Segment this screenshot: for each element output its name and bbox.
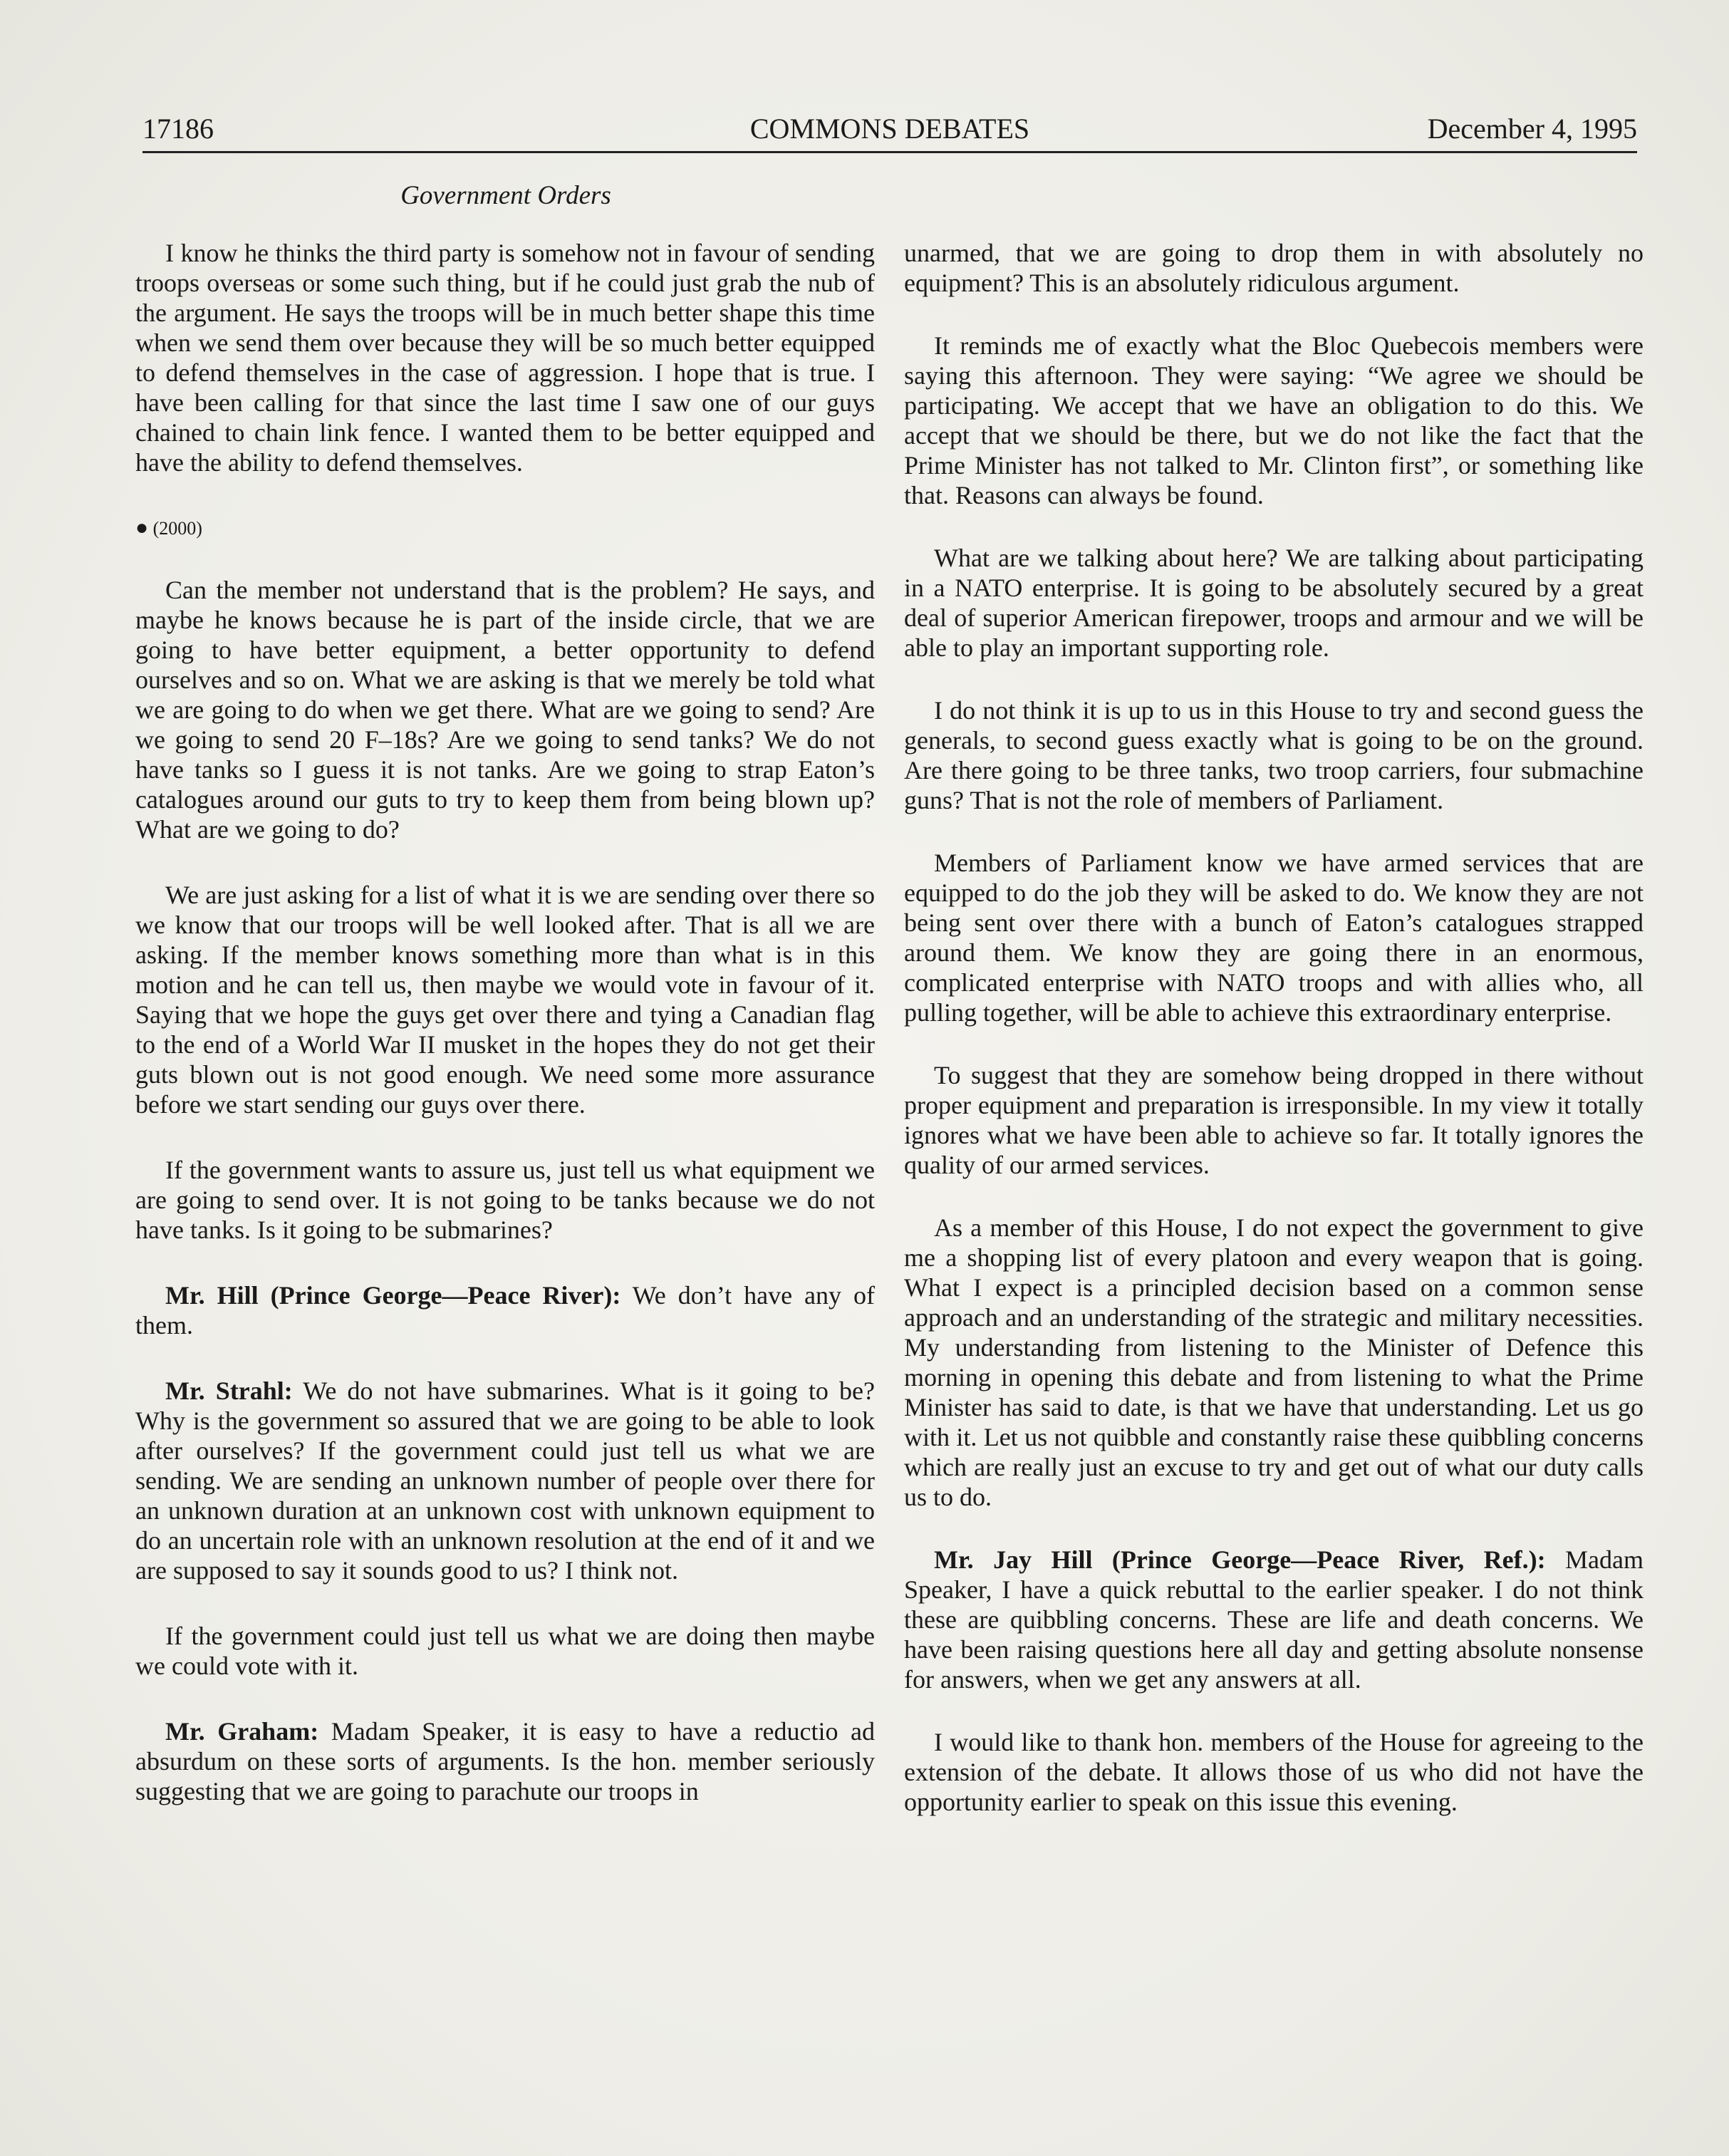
right-column [904, 238, 1644, 1850]
paragraph: What are we talking about here? We are talking about participating in a NATO enterprise. It is going to be absolutely secured by a great deal of superior American firepower, troops and armour and we will be able to play an important supporting role. [904, 544, 1644, 662]
paragraph: If the government could just tell us what we are doing then maybe we could vote with it. [135, 1622, 875, 1680]
speaker-paragraph [135, 1280, 875, 1340]
paragraph: We are just asking for a list of what it is we are sending over there so we know that our troops will be well looked after. That is all we are asking. If the member knows something more than what is in this motion and he can tell us, then maybe we would vote in favour of it. Saying that we hope the guys get over there and tying a Canadian flag to the end of a World War II musket in the hopes they do not get their guts blown out is not good enough. We need some more assurance before we start sending our guys over there. [135, 881, 875, 1119]
speaker-name: Mr. Graham: [165, 1717, 319, 1746]
speech-text: Madam Speaker, I have a quick rebuttal to the earlier speaker. I do not think these are quibbling concerns. These are life and death concerns. We have been raising questions here all day and getting absolute nonsense for answers, when we get any answers at all. [904, 1545, 1644, 1694]
paragraph: Members of Parliament know we have armed services that are equipped to do the job they will be asked to do. We know they are not being sent over there with a bunch of Eaton’s catalogues strapped around them. We know they are going there in an enormous, complicated enterprise with NATO troops and with allies who, all pulling together, will be able to achieve this extraordinary enterprise. [904, 849, 1644, 1027]
speech-text: We do not have submarines. What is it going to be? Why is the government so assured that we are going to be able to look after ourselves? If the government could just tell us what we are sending. We are sending an unknown number of people over there for an unknown duration at an unknown cost with unknown equipment to do an uncertain role with an unknown resolution at the end of it and we are supposed to say it sounds good to us? I think not. [135, 1377, 875, 1585]
speech-text: We don’t have any of them. [135, 1281, 875, 1339]
paragraph: To suggest that they are somehow being dropped in there without proper equipment and preparation is irresponsible. In my view it totally ignores what we have been able to achieve so far. It totally ignores the quality of our armed services. [904, 1061, 1644, 1179]
publication-date: December 4, 1995 [1427, 113, 1637, 145]
paragraph: If the government wants to assure us, just tell us what equipment we are going to send over. It is not going to be tanks because we do not have tanks. Is it going to be submarines? [135, 1156, 875, 1244]
paragraph: It reminds me of exactly what the Bloc Quebecois members were saying this afternoon. They were saying: “We agree we should be participating. We accept that we have an obligation to do this. We accept that we should be there, but we do not like the fact that the Prime Minister has not talked to Mr. Clinton first”, or something like that. Reasons can always be found. [904, 331, 1644, 509]
paragraph: I would like to thank hon. members of the House for agreeing to the extension of the debate. It allows those of us who did not have the opportunity earlier to speak on this issue this evening. [904, 1728, 1644, 1816]
page-number: 17186 [142, 113, 214, 145]
speaker-name: Mr. Hill (Prince George—Peace River): [165, 1281, 621, 1310]
time-marker-label: (2000) [152, 518, 202, 539]
speaker-paragraph [135, 1376, 875, 1585]
paragraph-continued: unarmed, that we are going to drop them in with absolutely no equipment? This is an absolutely ridiculous argument. [904, 239, 1644, 297]
time-marker [135, 513, 875, 544]
header-rule [142, 151, 1637, 153]
paragraph: I know he thinks the third party is somehow not in favour of sending troops overseas or some such thing, but if he could just grab the nub of the argument. He says the troops will be in much better shape this time when we send them over because they will be so much better equipped to defend themselves in the case of aggression. I hope that is true. I have been calling for that since the last time I saw one of our guys chained to chain link fence. I wanted them to be better equipped and have the ability to defend themselves. [135, 239, 875, 477]
speaker-name: Mr. Jay Hill (Prince George—Peace River, Ref.): [934, 1545, 1546, 1574]
speech-text: Madam Speaker, it is easy to have a reductio ad absurdum on these sorts of arguments. Is the hon. member seriously suggesting that we are going to parachute our troops in [135, 1717, 875, 1805]
speaker-paragraph [135, 1716, 875, 1806]
left-column [135, 238, 875, 1842]
paragraph: As a member of this House, I do not expect the government to give me a shopping list of every platoon and every weapon that is going. What I expect is a principled decision based on a common sense approach and an understanding of the strategic and military necessities. My understanding from listening to the Minister of Defence this morning in opening this debate and from listening to what the Prime Minister has said to date, is that we have that understanding. Let us go with it. Let us not quibble and constantly raise these quibbling concerns which are really just an excuse to try and get out of what our duty calls us to do. [904, 1213, 1644, 1511]
section-title: Government Orders [400, 181, 611, 210]
speaker-name: Mr. Strahl: [165, 1377, 293, 1405]
paragraph: I do not think it is up to us in this House to try and second guess the generals, to second guess exactly what is going to be on the ground. Are there going to be three tanks, two troop carriers, four submachine guns? That is not the role of members of Parliament. [904, 696, 1644, 814]
paragraph: Can the member not understand that is the problem? He says, and maybe he knows because he is part of the inside circle, that we are going to have better equipment, a better opportunity to defend ourselves and so on. What we are asking is that we merely be told what we are going to do when we get there. What are we going to send? Are we going to send 20 F–18s? Are we going to send tanks? We do not have tanks so I guess it is not tanks. Are we going to strap Eaton’s catalogues around our guts to try to keep them from being blown up? What are we going to do? [135, 576, 875, 844]
speaker-paragraph [904, 1545, 1644, 1694]
publication-title: COMMONS DEBATES [749, 113, 1030, 145]
bullet-icon: ● [135, 516, 149, 539]
page-header [142, 108, 1637, 150]
